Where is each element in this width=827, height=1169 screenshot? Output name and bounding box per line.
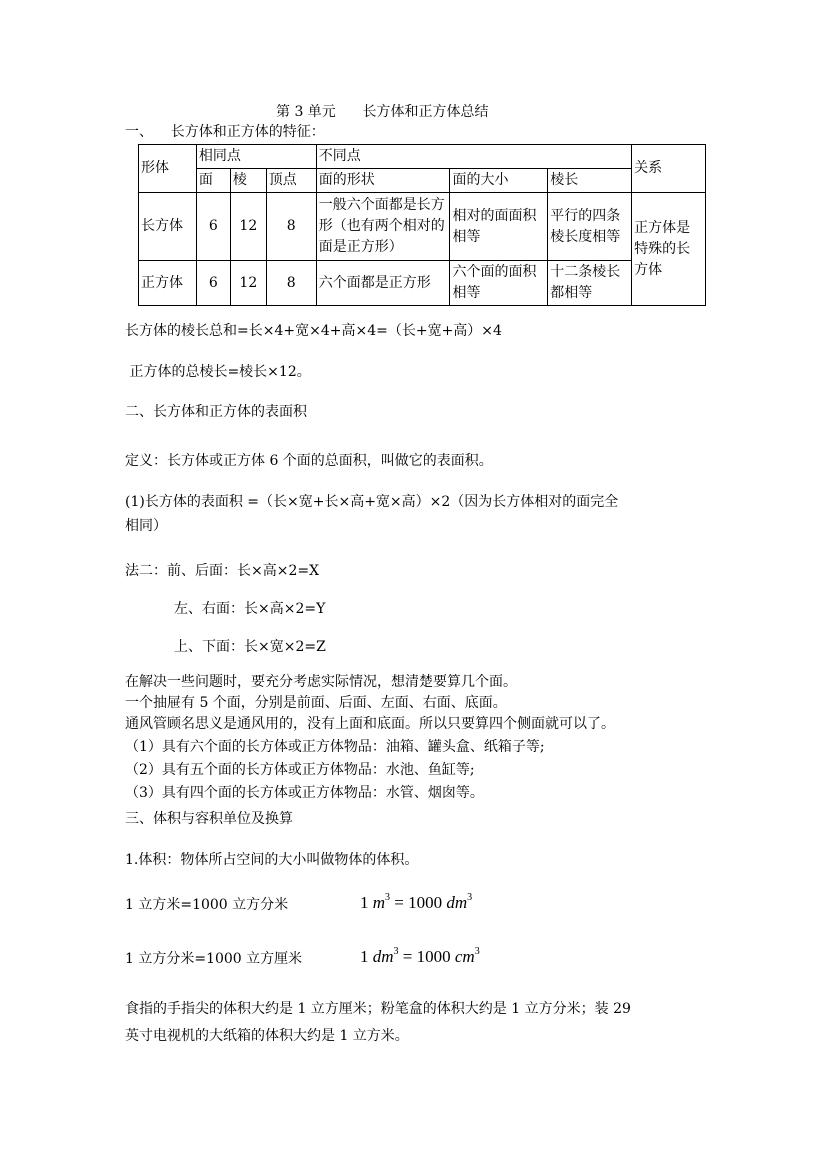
relation-cell: 正方体是特殊的长方体: [632, 193, 706, 306]
header-diff: 不同点: [316, 145, 631, 169]
conversion2-formula: 1 $dm^3 = 1000$ $cm^3$: [360, 946, 480, 966]
subheader-edges: 棱: [230, 169, 266, 193]
row-cuboid-edge-length: 平行的四条棱长度相等: [548, 193, 632, 261]
list-item-five-faces: （2）具有五个面的长方体或正方体物品：水池、鱼缸等;: [125, 762, 475, 778]
header-shape: 形体: [139, 145, 197, 193]
method2-left-right: 左、右面：长×高×2=Y: [174, 601, 326, 617]
row-cube-faces: 6: [196, 261, 230, 306]
feature-table: [138, 144, 706, 306]
note-vent-pipe: 通风管顾名思义是通风用的，没有上面和底面。所以只要算四个侧面就可以了。: [125, 716, 615, 732]
row-cuboid-face-size: 相对的面面积相等: [450, 193, 548, 261]
volume-examples-line1: 食指的手指尖的体积大约是 1 立方厘米；粉笔盒的体积大约是 1 立方分米；装 29: [125, 1001, 631, 1017]
method2-top-bottom: 上、下面：长×宽×2=Z: [174, 639, 326, 655]
section1-heading: 一、 长方体和正方体的特征：: [125, 124, 325, 140]
volume-examples-line2: 英寸电视机的大纸箱的体积大约是 1 立方米。: [125, 1028, 409, 1044]
section3-heading: 三、体积与容积单位及换算: [125, 811, 293, 827]
surface-formula-line2: 相同）: [125, 518, 167, 534]
surface-formula-line1: (1)长方体的表面积 =（长×宽+长×高+宽×高）×2（因为长方体相对的面完全: [125, 494, 619, 510]
row-cuboid-face-shape: 一般六个面都是长方形（也有两个相对的面是正方形）: [316, 193, 450, 261]
section2-heading: 二、长方体和正方体的表面积: [125, 404, 307, 420]
note-drawer: 一个抽屉有 5 个面，分别是前面、后面、左面、右面、底面。: [125, 695, 507, 711]
edge-sum-cube: 正方体的总棱长=棱长×12。: [125, 364, 311, 380]
row-cube-face-shape: 六个面都是正方形: [316, 261, 450, 306]
header-same: 相同点: [196, 145, 316, 169]
row-cuboid-vertices: 8: [266, 193, 316, 261]
row-cuboid-edges: 12: [230, 193, 266, 261]
subheader-edge-length: 棱长: [548, 169, 632, 193]
subheader-vertices: 顶点: [266, 169, 316, 193]
row-cube-edge-length: 十二条棱长都相等: [548, 261, 632, 306]
subheader-face-shape: 面的形状: [316, 169, 450, 193]
subheader-faces: 面: [196, 169, 230, 193]
row-cube-vertices: 8: [266, 261, 316, 306]
subheader-face-size: 面的大小: [450, 169, 548, 193]
volume-definition: 1.体积：物体所占空间的大小叫做物体的体积。: [125, 852, 419, 868]
method2-front-back: 法二：前、后面：长×高×2=X: [125, 563, 320, 579]
row-cube-face-size: 六个面的面积相等: [450, 261, 548, 306]
header-relation: 关系: [632, 145, 706, 193]
list-item-six-faces: （1）具有六个面的长方体或正方体物品：油箱、罐头盒、纸箱子等;: [125, 739, 545, 755]
row-cube-shape: 正方体: [139, 261, 197, 306]
conversion1-formula: 1 $m^3 = 1000$ $dm^3$: [360, 892, 473, 912]
row-cuboid-shape: 长方体: [139, 193, 197, 261]
note-real-situation: 在解决一些问题时，要充分考虑实际情况，想清楚要算几个面。: [125, 674, 517, 690]
row-cuboid-faces: 6: [196, 193, 230, 261]
row-cube-edges: 12: [230, 261, 266, 306]
list-item-four-faces: （3）具有四个面的长方体或正方体物品：水管、烟囱等。: [125, 785, 484, 801]
edge-sum-cuboid: 长方体的棱长总和=长×4+宽×4+高×4=（长+宽+高）×4: [125, 323, 502, 339]
surface-definition: 定义：长方体或正方体 6 个面的总面积，叫做它的表面积。: [125, 453, 493, 469]
conversion1-text: 1 立方米=1000 立方分米: [125, 897, 289, 913]
page-title: 第 3 单元 长方体和正方体总结: [276, 104, 489, 120]
conversion2-text: 1 立方分米=1000 立方厘米: [125, 951, 303, 967]
